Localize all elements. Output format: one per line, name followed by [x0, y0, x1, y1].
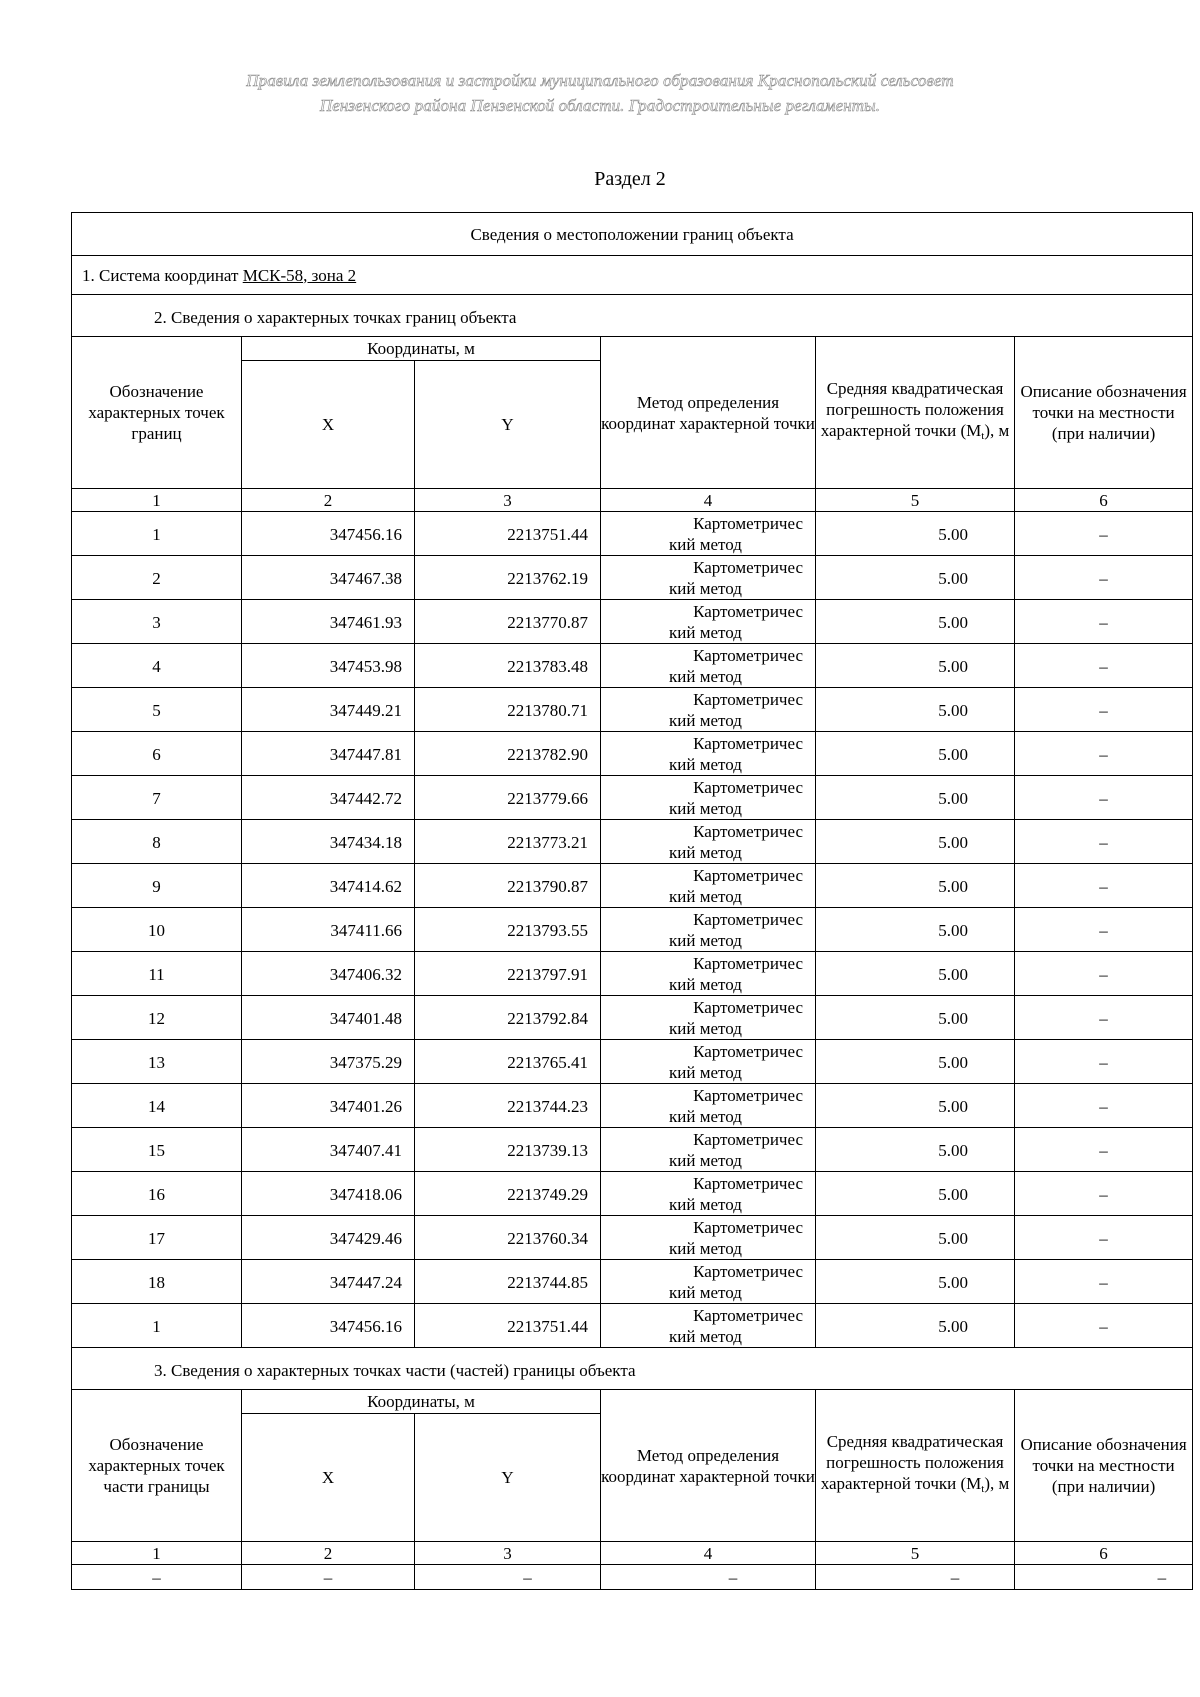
method-line-2: кий метод	[669, 1327, 742, 1346]
point-error: 5.00	[816, 1040, 1015, 1084]
point-description: –	[1015, 1040, 1193, 1084]
point-description: –	[1015, 512, 1193, 556]
point-method	[601, 688, 816, 732]
method-line-2: кий метод	[669, 843, 742, 862]
method-line-2: кий метод	[669, 711, 742, 730]
point-number: 9	[72, 864, 242, 908]
point-error: 5.00	[816, 996, 1015, 1040]
method-line-2: кий метод	[669, 579, 742, 598]
method-line-1: Картометричес	[693, 998, 803, 1017]
point-method	[601, 776, 816, 820]
point-number: 1	[72, 512, 242, 556]
method-line-2: кий метод	[669, 623, 742, 642]
col-method-header: Метод определения координат характерной точки	[601, 1390, 816, 1542]
point-error: 5.00	[816, 908, 1015, 952]
method-line-1: Картометричес	[693, 1174, 803, 1193]
coord-system-row	[72, 256, 1193, 295]
point-error: 5.00	[816, 732, 1015, 776]
method-line-1: Картометричес	[693, 1218, 803, 1237]
method-line-1: Картометричес	[693, 734, 803, 753]
point-x: 347411.66	[242, 908, 415, 952]
point-number: 5	[72, 688, 242, 732]
point-description: –	[1015, 1128, 1193, 1172]
method-line-2: кий метод	[669, 887, 742, 906]
error-header-sub: t	[981, 430, 985, 442]
point-x: 347442.72	[242, 776, 415, 820]
method-line-2: кий метод	[669, 1063, 742, 1082]
point-x: 347461.93	[242, 600, 415, 644]
error-header-unit: ), м	[984, 1474, 1010, 1493]
point-error: 5.00	[816, 1304, 1015, 1348]
point-method	[601, 1128, 816, 1172]
point-number: 15	[72, 1128, 242, 1172]
point-y: 2213783.48	[415, 644, 601, 688]
point-method	[601, 864, 816, 908]
header-line-1: Правила землепользования и застройки муниципального образования Краснопольский сельсовет	[246, 71, 954, 90]
point-y: 2213751.44	[415, 1304, 601, 1348]
point-number: 18	[72, 1260, 242, 1304]
point-y: 2213765.41	[415, 1040, 601, 1084]
point-method	[601, 600, 816, 644]
point-description: –	[1015, 996, 1193, 1040]
error-header-unit: ), м	[984, 421, 1010, 440]
table-row	[72, 864, 1193, 908]
point-description: –	[1015, 732, 1193, 776]
point-method	[601, 556, 816, 600]
point-method	[601, 512, 816, 556]
table-row	[72, 908, 1193, 952]
point-y: 2213792.84	[415, 996, 601, 1040]
point-y: 2213760.34	[415, 1216, 601, 1260]
point-y: 2213744.85	[415, 1260, 601, 1304]
point-number: 13	[72, 1040, 242, 1084]
point-error: 5.00	[816, 1216, 1015, 1260]
point-description: –	[1015, 776, 1193, 820]
point-number: 7	[72, 776, 242, 820]
point-description: –	[1015, 1172, 1193, 1216]
point-number: 17	[72, 1216, 242, 1260]
col-number: 6	[1015, 1542, 1193, 1565]
point-description: –	[1015, 864, 1193, 908]
col-number: 2	[242, 489, 415, 512]
point-method	[601, 732, 816, 776]
method-line-2: кий метод	[669, 1107, 742, 1126]
col-number: 5	[816, 1542, 1015, 1565]
point-y: 2213762.19	[415, 556, 601, 600]
table-title: Сведения о местоположении границ объекта	[72, 213, 1193, 256]
col-y-header: Y	[415, 361, 601, 489]
table-row	[72, 820, 1193, 864]
point-error: 5.00	[816, 556, 1015, 600]
section-title: Раздел 2	[594, 168, 666, 190]
point-number: 10	[72, 908, 242, 952]
method-line-1: Картометричес	[693, 778, 803, 797]
method-line-1: Картометричес	[693, 690, 803, 709]
point-method	[601, 1304, 816, 1348]
point-x: 347407.41	[242, 1128, 415, 1172]
point-y: 2213793.55	[415, 908, 601, 952]
table-row	[72, 512, 1193, 556]
col-number: 3	[415, 1542, 601, 1565]
point-x: 347447.81	[242, 732, 415, 776]
point-y: 2213780.71	[415, 688, 601, 732]
table-row	[72, 732, 1193, 776]
method-line-1: Картометричес	[693, 1042, 803, 1061]
table-row	[72, 600, 1193, 644]
point-y: 2213773.21	[415, 820, 601, 864]
point-error: 5.00	[816, 1084, 1015, 1128]
col-description-header: Описание обозначения точки на местности (при наличии)	[1015, 1390, 1193, 1542]
point-method	[601, 1040, 816, 1084]
method-line-1: Картометричес	[693, 822, 803, 841]
method-line-1: Картометричес	[693, 514, 803, 533]
point-error: 5.00	[816, 1172, 1015, 1216]
document-header	[0, 68, 1200, 118]
section2-title: 2. Сведения о характерных точках границ объекта	[72, 295, 1193, 337]
point-y: 2213739.13	[415, 1128, 601, 1172]
point-method	[601, 1172, 816, 1216]
point-x: 347449.21	[242, 688, 415, 732]
table-row	[72, 1084, 1193, 1128]
point-error: 5.00	[816, 600, 1015, 644]
point-x: 347418.06	[242, 1172, 415, 1216]
table-row	[72, 1260, 1193, 1304]
point-error: 5.00	[816, 512, 1015, 556]
method-line-2: кий метод	[669, 1151, 742, 1170]
point-description: –	[1015, 644, 1193, 688]
method-line-2: кий метод	[669, 1195, 742, 1214]
error-header-text: Средняя квадратическая погрешность положения характерной точки (M	[820, 379, 1004, 440]
method-line-1: Картометричес	[693, 866, 803, 885]
point-y: 2213751.44	[415, 512, 601, 556]
header-line-2: Пензенского района Пензенской области. Градостроительные регламенты.	[319, 96, 881, 115]
section3-title: 3. Сведения о характерных точках части (частей) границы объекта	[72, 1348, 1193, 1390]
col-number: 3	[415, 489, 601, 512]
method-line-2: кий метод	[669, 1019, 742, 1038]
point-x: 347406.32	[242, 952, 415, 996]
error-header-sub: t	[981, 1483, 985, 1495]
table-row	[72, 556, 1193, 600]
col-number: 2	[242, 1542, 415, 1565]
method-line-2: кий метод	[669, 1283, 742, 1302]
part-point-x: –	[242, 1565, 415, 1590]
point-y: 2213770.87	[415, 600, 601, 644]
method-line-2: кий метод	[669, 975, 742, 994]
point-description: –	[1015, 908, 1193, 952]
method-line-2: кий метод	[669, 535, 742, 554]
point-x: 347456.16	[242, 512, 415, 556]
point-error: 5.00	[816, 820, 1015, 864]
point-number: 1	[72, 1304, 242, 1348]
point-error: 5.00	[816, 644, 1015, 688]
point-method	[601, 820, 816, 864]
method-line-2: кий метод	[669, 931, 742, 950]
point-error: 5.00	[816, 776, 1015, 820]
point-error: 5.00	[816, 1260, 1015, 1304]
point-x: 347467.38	[242, 556, 415, 600]
point-x: 347447.24	[242, 1260, 415, 1304]
col-number: 1	[72, 489, 242, 512]
method-line-1: Картометричес	[693, 1086, 803, 1105]
point-error: 5.00	[816, 688, 1015, 732]
point-description: –	[1015, 1084, 1193, 1128]
point-number: 4	[72, 644, 242, 688]
part-point-y: –	[415, 1565, 601, 1590]
table-row	[72, 1040, 1193, 1084]
point-number: 14	[72, 1084, 242, 1128]
point-y: 2213779.66	[415, 776, 601, 820]
point-y: 2213749.29	[415, 1172, 601, 1216]
point-y: 2213790.87	[415, 864, 601, 908]
point-method	[601, 1084, 816, 1128]
point-error: 5.00	[816, 864, 1015, 908]
point-x: 347434.18	[242, 820, 415, 864]
table-row	[72, 1216, 1193, 1260]
point-description: –	[1015, 556, 1193, 600]
part-point-error: –	[816, 1565, 1015, 1590]
method-line-1: Картометричес	[693, 646, 803, 665]
point-number: 12	[72, 996, 242, 1040]
point-error: 5.00	[816, 952, 1015, 996]
point-number: 6	[72, 732, 242, 776]
method-line-2: кий метод	[669, 1239, 742, 1258]
point-method	[601, 644, 816, 688]
point-description: –	[1015, 600, 1193, 644]
part-point-method: –	[601, 1565, 816, 1590]
method-line-1: Картометричес	[693, 1306, 803, 1325]
boundary-table	[71, 212, 1193, 1590]
point-number: 16	[72, 1172, 242, 1216]
point-method	[601, 996, 816, 1040]
point-x: 347401.48	[242, 996, 415, 1040]
col-error-header	[816, 1390, 1015, 1542]
method-line-2: кий метод	[669, 799, 742, 818]
point-number: 8	[72, 820, 242, 864]
point-y: 2213744.23	[415, 1084, 601, 1128]
col-number: 5	[816, 489, 1015, 512]
col-error-header	[816, 337, 1015, 489]
method-line-1: Картометричес	[693, 910, 803, 929]
table-row	[72, 996, 1193, 1040]
point-description: –	[1015, 688, 1193, 732]
col-method-header: Метод определения координат характерной точки	[601, 337, 816, 489]
table-row	[72, 952, 1193, 996]
part-point-number: –	[72, 1565, 242, 1590]
point-number: 3	[72, 600, 242, 644]
point-x: 347456.16	[242, 1304, 415, 1348]
point-x: 347414.62	[242, 864, 415, 908]
table-row	[72, 688, 1193, 732]
point-method	[601, 908, 816, 952]
col-number: 4	[601, 489, 816, 512]
column-number-row	[72, 1542, 1193, 1565]
col-number: 6	[1015, 489, 1193, 512]
point-number: 11	[72, 952, 242, 996]
point-method	[601, 1260, 816, 1304]
col-coords-header: Координаты, м	[242, 337, 601, 361]
col-coords-header: Координаты, м	[242, 1390, 601, 1414]
point-y: 2213797.91	[415, 952, 601, 996]
table-row	[72, 1565, 1193, 1590]
point-x: 347429.46	[242, 1216, 415, 1260]
point-description: –	[1015, 820, 1193, 864]
error-header-text: Средняя квадратическая погрешность положения характерной точки (M	[820, 1432, 1004, 1493]
table-row	[72, 1172, 1193, 1216]
part-point-description: –	[1015, 1565, 1193, 1590]
col-x-header: X	[242, 361, 415, 489]
col-designation-header: Обозначение характерных точек границ	[72, 337, 242, 489]
point-description: –	[1015, 952, 1193, 996]
point-description: –	[1015, 1216, 1193, 1260]
table-row	[72, 644, 1193, 688]
table-row	[72, 1128, 1193, 1172]
point-x: 347375.29	[242, 1040, 415, 1084]
point-x: 347453.98	[242, 644, 415, 688]
col-description-header: Описание обозначения точки на местности (при наличии)	[1015, 337, 1193, 489]
point-x: 347401.26	[242, 1084, 415, 1128]
table-row	[72, 1304, 1193, 1348]
point-y: 2213782.90	[415, 732, 601, 776]
col-x-header: X	[242, 1414, 415, 1542]
point-number: 2	[72, 556, 242, 600]
method-line-1: Картометричес	[693, 1130, 803, 1149]
method-line-1: Картометричес	[693, 558, 803, 577]
coord-system-value: МСК-58, зона 2	[242, 265, 357, 285]
col-number: 4	[601, 1542, 816, 1565]
col-designation-part-header: Обозначение характерных точек части границы	[72, 1390, 242, 1542]
point-description: –	[1015, 1304, 1193, 1348]
point-description: –	[1015, 1260, 1193, 1304]
point-error: 5.00	[816, 1128, 1015, 1172]
method-line-1: Картометричес	[693, 1262, 803, 1281]
method-line-1: Картометричес	[693, 602, 803, 621]
method-line-1: Картометричес	[693, 954, 803, 973]
col-y-header: Y	[415, 1414, 601, 1542]
col-number: 1	[72, 1542, 242, 1565]
point-method	[601, 1216, 816, 1260]
column-number-row	[72, 489, 1193, 512]
point-method	[601, 952, 816, 996]
method-line-2: кий метод	[669, 755, 742, 774]
method-line-2: кий метод	[669, 667, 742, 686]
table-row	[72, 776, 1193, 820]
coord-system-prefix: 1. Система координат	[82, 265, 243, 285]
